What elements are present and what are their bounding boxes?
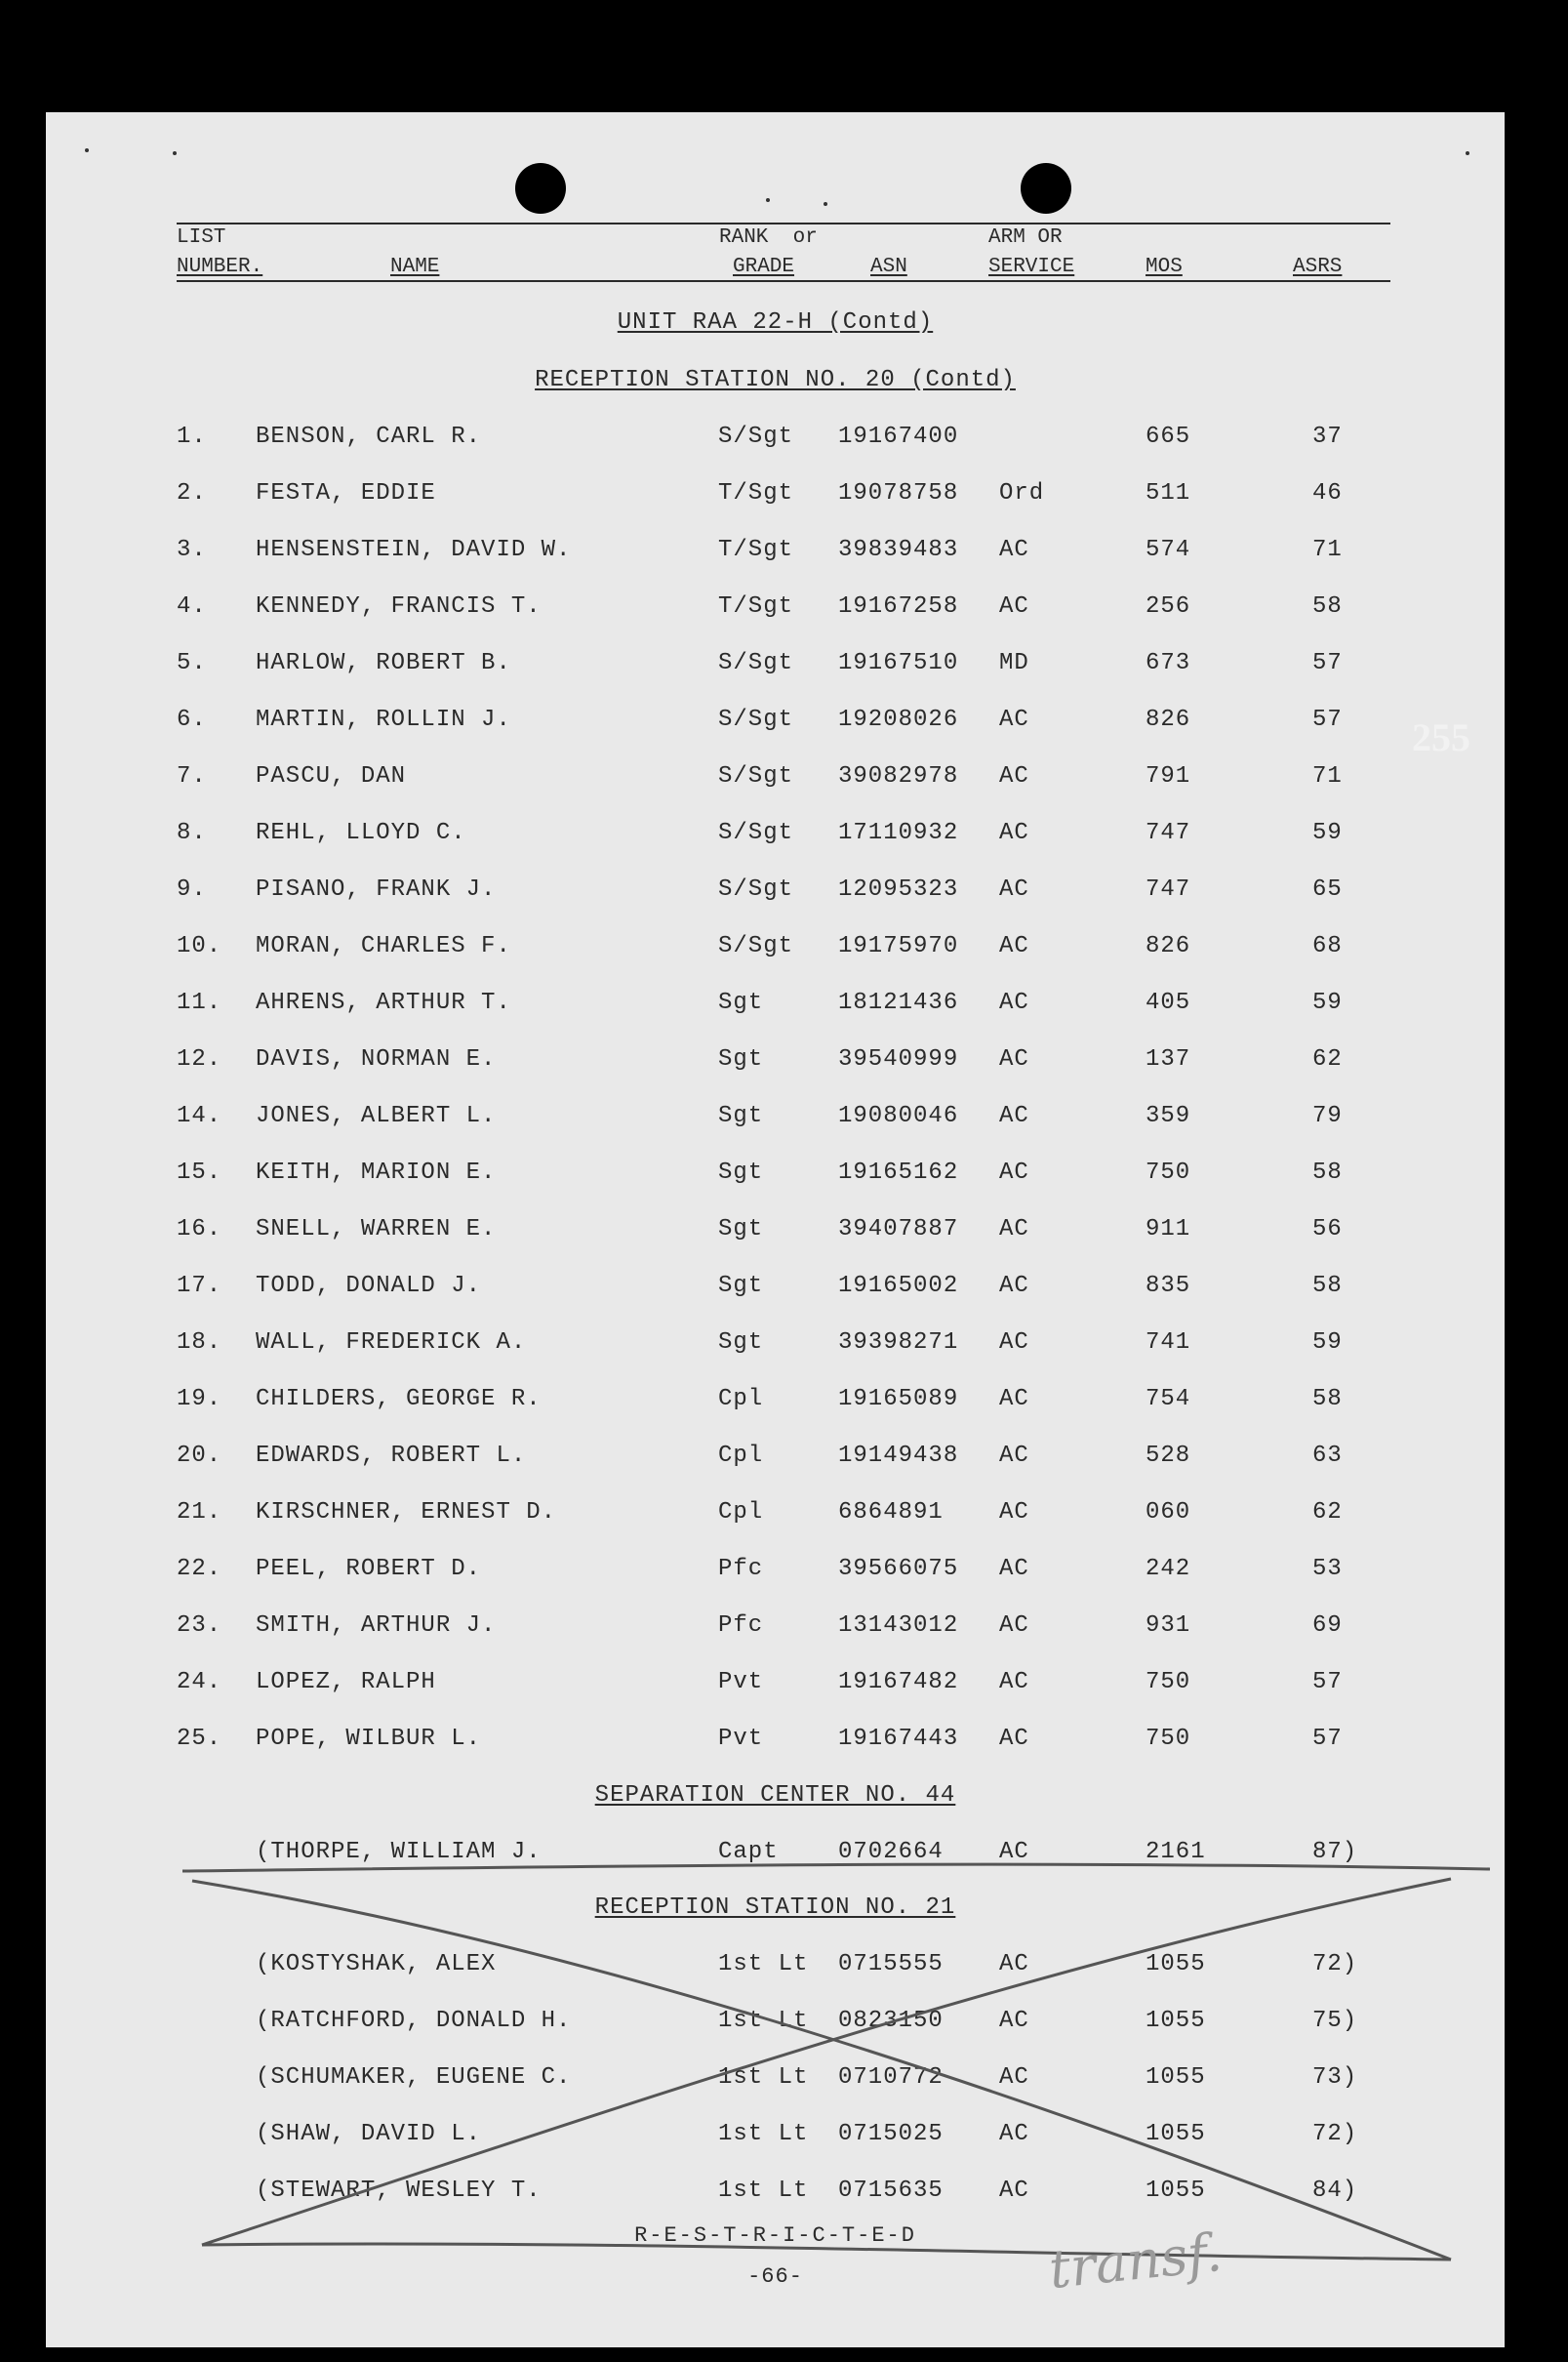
- asrs: 57: [1312, 1726, 1343, 1752]
- mos: 826: [1146, 933, 1191, 959]
- asrs: 87): [1312, 1839, 1358, 1865]
- arm-service: AC: [999, 763, 1029, 790]
- header-service-label: SERVICE: [988, 256, 1075, 278]
- person-name: CHILDERS, GEORGE R.: [256, 1386, 542, 1412]
- asrs: 58: [1312, 1160, 1343, 1186]
- list-number: 16.: [177, 1216, 222, 1242]
- arm-service: AC: [999, 2178, 1029, 2204]
- arm-service: AC: [999, 1273, 1029, 1299]
- cross-out-marks: [46, 112, 1505, 2347]
- asrs: 72): [1312, 1951, 1358, 1977]
- asn: 39839483: [838, 537, 959, 563]
- arm-service: AC: [999, 1160, 1029, 1186]
- asrs: 62: [1312, 1499, 1343, 1526]
- rank-grade: Cpl: [718, 1499, 764, 1526]
- rank-grade: Cpl: [718, 1443, 764, 1469]
- mos: 511: [1146, 480, 1191, 507]
- asn: 17110932: [838, 820, 959, 846]
- asrs: 75): [1312, 2008, 1358, 2034]
- unit-title: UNIT RAA 22-H (Contd): [617, 309, 934, 336]
- person-name: LOPEZ, RALPH: [256, 1669, 436, 1695]
- list-number: 10.: [177, 933, 222, 959]
- asn: 13143012: [838, 1612, 959, 1639]
- asn: 0710772: [838, 2064, 944, 2091]
- handwritten-annotation: transf.: [1046, 2220, 1226, 2301]
- person-name: HARLOW, ROBERT B.: [256, 650, 511, 676]
- mos: 673: [1146, 650, 1191, 676]
- header-number-label: NUMBER.: [177, 256, 263, 278]
- section-title-reception-21: RECEPTION STATION NO. 21: [594, 1894, 956, 1921]
- arm-service: AC: [999, 1669, 1029, 1695]
- asn: 0702664: [838, 1839, 944, 1865]
- list-number: 25.: [177, 1726, 222, 1752]
- person-name: KENNEDY, FRANCIS T.: [256, 593, 542, 620]
- classification-marking: R-E-S-T-R-I-C-T-E-D: [634, 2223, 916, 2248]
- asrs: 57: [1312, 1669, 1343, 1695]
- mos: 750: [1146, 1160, 1191, 1186]
- header-rank-label: RANK or: [719, 226, 818, 249]
- arm-service: AC: [999, 876, 1029, 903]
- mos: 911: [1146, 1216, 1191, 1242]
- mos: 931: [1146, 1612, 1191, 1639]
- arm-service: AC: [999, 537, 1029, 563]
- rank-grade: S/Sgt: [718, 424, 794, 450]
- arm-service: AC: [999, 1839, 1029, 1865]
- person-name: AHRENS, ARTHUR T.: [256, 990, 511, 1016]
- mos: 574: [1146, 537, 1191, 563]
- mos: 256: [1146, 593, 1191, 620]
- person-name: SNELL, WARREN E.: [256, 1216, 497, 1242]
- person-name: BENSON, CARL R.: [256, 424, 482, 450]
- person-name: (STEWART, WESLEY T.: [256, 2178, 542, 2204]
- asn: 0715025: [838, 2121, 944, 2147]
- arm-service: AC: [999, 1612, 1029, 1639]
- person-name: (SHAW, DAVID L.: [256, 2121, 482, 2147]
- asn: 0715635: [838, 2178, 944, 2204]
- rank-grade: Sgt: [718, 1046, 764, 1073]
- rank-grade: Pvt: [718, 1726, 764, 1752]
- person-name: TODD, DONALD J.: [256, 1273, 482, 1299]
- asn: 6864891: [838, 1499, 944, 1526]
- asrs: 68: [1312, 933, 1343, 959]
- rank-grade: T/Sgt: [718, 537, 794, 563]
- mos: 750: [1146, 1669, 1191, 1695]
- list-number: 19.: [177, 1386, 222, 1412]
- strike-line: [182, 1864, 1490, 1871]
- person-name: HENSENSTEIN, DAVID W.: [256, 537, 572, 563]
- asrs: 57: [1312, 707, 1343, 733]
- cross-stroke: [202, 1879, 1451, 2245]
- header-name-label: NAME: [390, 256, 440, 278]
- asn: 19167443: [838, 1726, 959, 1752]
- asrs: 56: [1312, 1216, 1343, 1242]
- mos: 1055: [1146, 2064, 1206, 2091]
- rank-grade: S/Sgt: [718, 763, 794, 790]
- mos: 1055: [1146, 2008, 1206, 2034]
- asn: 12095323: [838, 876, 959, 903]
- asn: 19149438: [838, 1443, 959, 1469]
- mos: 747: [1146, 820, 1191, 846]
- list-number: 5.: [177, 650, 207, 676]
- arm-service: AC: [999, 1726, 1029, 1752]
- rank-grade: S/Sgt: [718, 933, 794, 959]
- list-number: 23.: [177, 1612, 222, 1639]
- list-number: 7.: [177, 763, 207, 790]
- asrs: 59: [1312, 820, 1343, 846]
- asn: 39540999: [838, 1046, 959, 1073]
- rank-grade: T/Sgt: [718, 593, 794, 620]
- asn: 19165089: [838, 1386, 959, 1412]
- rank-grade: S/Sgt: [718, 650, 794, 676]
- section-title-separation-44: SEPARATION CENTER NO. 44: [594, 1782, 956, 1809]
- list-number: 20.: [177, 1443, 222, 1469]
- list-number: 4.: [177, 593, 207, 620]
- rank-grade: Sgt: [718, 990, 764, 1016]
- list-number: 21.: [177, 1499, 222, 1526]
- asn: 0715555: [838, 1951, 944, 1977]
- arm-service: AC: [999, 707, 1029, 733]
- asrs: 62: [1312, 1046, 1343, 1073]
- mos: 750: [1146, 1726, 1191, 1752]
- list-number: 15.: [177, 1160, 222, 1186]
- arm-service: MD: [999, 650, 1029, 676]
- person-name: REHL, LLOYD C.: [256, 820, 466, 846]
- asrs: 59: [1312, 1329, 1343, 1356]
- asrs: 37: [1312, 424, 1343, 450]
- mos: 2161: [1146, 1839, 1206, 1865]
- cross-stroke: [192, 1881, 1451, 2260]
- mos: 137: [1146, 1046, 1191, 1073]
- mos: 405: [1146, 990, 1191, 1016]
- asn: 19167400: [838, 424, 959, 450]
- arm-service: AC: [999, 2008, 1029, 2034]
- mos: 359: [1146, 1103, 1191, 1129]
- asrs: 65: [1312, 876, 1343, 903]
- asn: 19078758: [838, 480, 959, 507]
- arm-service: AC: [999, 593, 1029, 620]
- asrs: 46: [1312, 480, 1343, 507]
- header-mos-label: MOS: [1146, 256, 1183, 278]
- rank-grade: 1st Lt: [718, 2064, 809, 2091]
- rank-grade: Sgt: [718, 1103, 764, 1129]
- rank-grade: S/Sgt: [718, 876, 794, 903]
- list-number: 18.: [177, 1329, 222, 1356]
- asrs: 84): [1312, 2178, 1358, 2204]
- list-number: 9.: [177, 876, 207, 903]
- asn: 18121436: [838, 990, 959, 1016]
- person-name: PEEL, ROBERT D.: [256, 1556, 482, 1582]
- arm-service: AC: [999, 1216, 1029, 1242]
- arm-service: AC: [999, 2121, 1029, 2147]
- mos: 741: [1146, 1329, 1191, 1356]
- rank-grade: S/Sgt: [718, 820, 794, 846]
- arm-service: AC: [999, 1386, 1029, 1412]
- asn: 19167482: [838, 1669, 959, 1695]
- person-name: KIRSCHNER, ERNEST D.: [256, 1499, 557, 1526]
- rank-grade: 1st Lt: [718, 1951, 809, 1977]
- asn: 39566075: [838, 1556, 959, 1582]
- person-name: (SCHUMAKER, EUGENE C.: [256, 2064, 572, 2091]
- person-name: MARTIN, ROLLIN J.: [256, 707, 511, 733]
- mos: 835: [1146, 1273, 1191, 1299]
- arm-service: AC: [999, 1329, 1029, 1356]
- section-title-reception-20: RECEPTION STATION NO. 20 (Contd): [535, 367, 1016, 393]
- rank-grade: 1st Lt: [718, 2121, 809, 2147]
- rank-grade: T/Sgt: [718, 480, 794, 507]
- rank-grade: Pfc: [718, 1612, 764, 1639]
- person-name: (RATCHFORD, DONALD H.: [256, 2008, 572, 2034]
- mos: 1055: [1146, 2178, 1206, 2204]
- asn: 19165002: [838, 1273, 959, 1299]
- mos: 826: [1146, 707, 1191, 733]
- asn: 39082978: [838, 763, 959, 790]
- mos: 1055: [1146, 1951, 1206, 1977]
- arm-service: AC: [999, 1556, 1029, 1582]
- asrs: 73): [1312, 2064, 1358, 2091]
- person-name: FESTA, EDDIE: [256, 480, 436, 507]
- arm-service: AC: [999, 1951, 1029, 1977]
- rank-grade: Sgt: [718, 1329, 764, 1356]
- header-asrs-label: ASRS: [1293, 256, 1343, 278]
- asrs: 58: [1312, 1386, 1343, 1412]
- document-page: [46, 112, 1505, 2347]
- arm-service: AC: [999, 990, 1029, 1016]
- asrs: 58: [1312, 593, 1343, 620]
- list-number: 8.: [177, 820, 207, 846]
- header-asn-label: ASN: [870, 256, 907, 278]
- asrs: 71: [1312, 537, 1343, 563]
- list-number: 11.: [177, 990, 222, 1016]
- asrs: 59: [1312, 990, 1343, 1016]
- asrs: 79: [1312, 1103, 1343, 1129]
- person-name: POPE, WILBUR L.: [256, 1726, 482, 1752]
- list-number: 2.: [177, 480, 207, 507]
- mos: 242: [1146, 1556, 1191, 1582]
- mos: 060: [1146, 1499, 1191, 1526]
- person-name: MORAN, CHARLES F.: [256, 933, 511, 959]
- asrs: 57: [1312, 650, 1343, 676]
- person-name: EDWARDS, ROBERT L.: [256, 1443, 527, 1469]
- list-number: 6.: [177, 707, 207, 733]
- list-number: 24.: [177, 1669, 222, 1695]
- asrs: 69: [1312, 1612, 1343, 1639]
- rank-grade: Sgt: [718, 1160, 764, 1186]
- person-name: (KOSTYSHAK, ALEX: [256, 1951, 497, 1977]
- asn: 0823150: [838, 2008, 944, 2034]
- arm-service: AC: [999, 1046, 1029, 1073]
- person-name: DAVIS, NORMAN E.: [256, 1046, 497, 1073]
- asn: 19165162: [838, 1160, 959, 1186]
- mos: 528: [1146, 1443, 1191, 1469]
- mos: 1055: [1146, 2121, 1206, 2147]
- header-list-label: LIST: [177, 226, 226, 249]
- rank-grade: Sgt: [718, 1273, 764, 1299]
- arm-service: Ord: [999, 480, 1045, 507]
- asn: 19167510: [838, 650, 959, 676]
- asn: 19175970: [838, 933, 959, 959]
- mos: 665: [1146, 424, 1191, 450]
- header-arm-label: ARM OR: [988, 226, 1063, 249]
- rank-grade: Pvt: [718, 1669, 764, 1695]
- mos: 791: [1146, 763, 1191, 790]
- rank-grade: Cpl: [718, 1386, 764, 1412]
- person-name: (THORPE, WILLIAM J.: [256, 1839, 542, 1865]
- rank-grade: Pfc: [718, 1556, 764, 1582]
- mos: 747: [1146, 876, 1191, 903]
- asrs: 58: [1312, 1273, 1343, 1299]
- rank-grade: S/Sgt: [718, 707, 794, 733]
- asn: 19080046: [838, 1103, 959, 1129]
- list-number: 1.: [177, 424, 207, 450]
- asn: 39407887: [838, 1216, 959, 1242]
- asrs: 63: [1312, 1443, 1343, 1469]
- arm-service: AC: [999, 1443, 1029, 1469]
- page-number: -66-: [747, 2264, 803, 2289]
- arm-service: AC: [999, 820, 1029, 846]
- list-number: 3.: [177, 537, 207, 563]
- asn: 19167258: [838, 593, 959, 620]
- arm-service: AC: [999, 933, 1029, 959]
- person-name: JONES, ALBERT L.: [256, 1103, 497, 1129]
- asrs: 72): [1312, 2121, 1358, 2147]
- header-grade-label: GRADE: [733, 256, 795, 278]
- rank-grade: Sgt: [718, 1216, 764, 1242]
- asrs: 71: [1312, 763, 1343, 790]
- person-name: SMITH, ARTHUR J.: [256, 1612, 497, 1639]
- rank-grade: 1st Lt: [718, 2178, 809, 2204]
- mos: 754: [1146, 1386, 1191, 1412]
- list-number: 12.: [177, 1046, 222, 1073]
- asn: 19208026: [838, 707, 959, 733]
- arm-service: AC: [999, 1499, 1029, 1526]
- list-number: 17.: [177, 1273, 222, 1299]
- person-name: PASCU, DAN: [256, 763, 407, 790]
- arm-service: AC: [999, 1103, 1029, 1129]
- arm-service: AC: [999, 2064, 1029, 2091]
- person-name: KEITH, MARION E.: [256, 1160, 497, 1186]
- rank-grade: 1st Lt: [718, 2008, 809, 2034]
- list-number: 14.: [177, 1103, 222, 1129]
- rank-grade: Capt: [718, 1839, 779, 1865]
- asrs: 53: [1312, 1556, 1343, 1582]
- person-name: WALL, FREDERICK A.: [256, 1329, 527, 1356]
- asn: 39398271: [838, 1329, 959, 1356]
- list-number: 22.: [177, 1556, 222, 1582]
- page-stamp-number: 255: [1412, 715, 1470, 759]
- person-name: PISANO, FRANK J.: [256, 876, 497, 903]
